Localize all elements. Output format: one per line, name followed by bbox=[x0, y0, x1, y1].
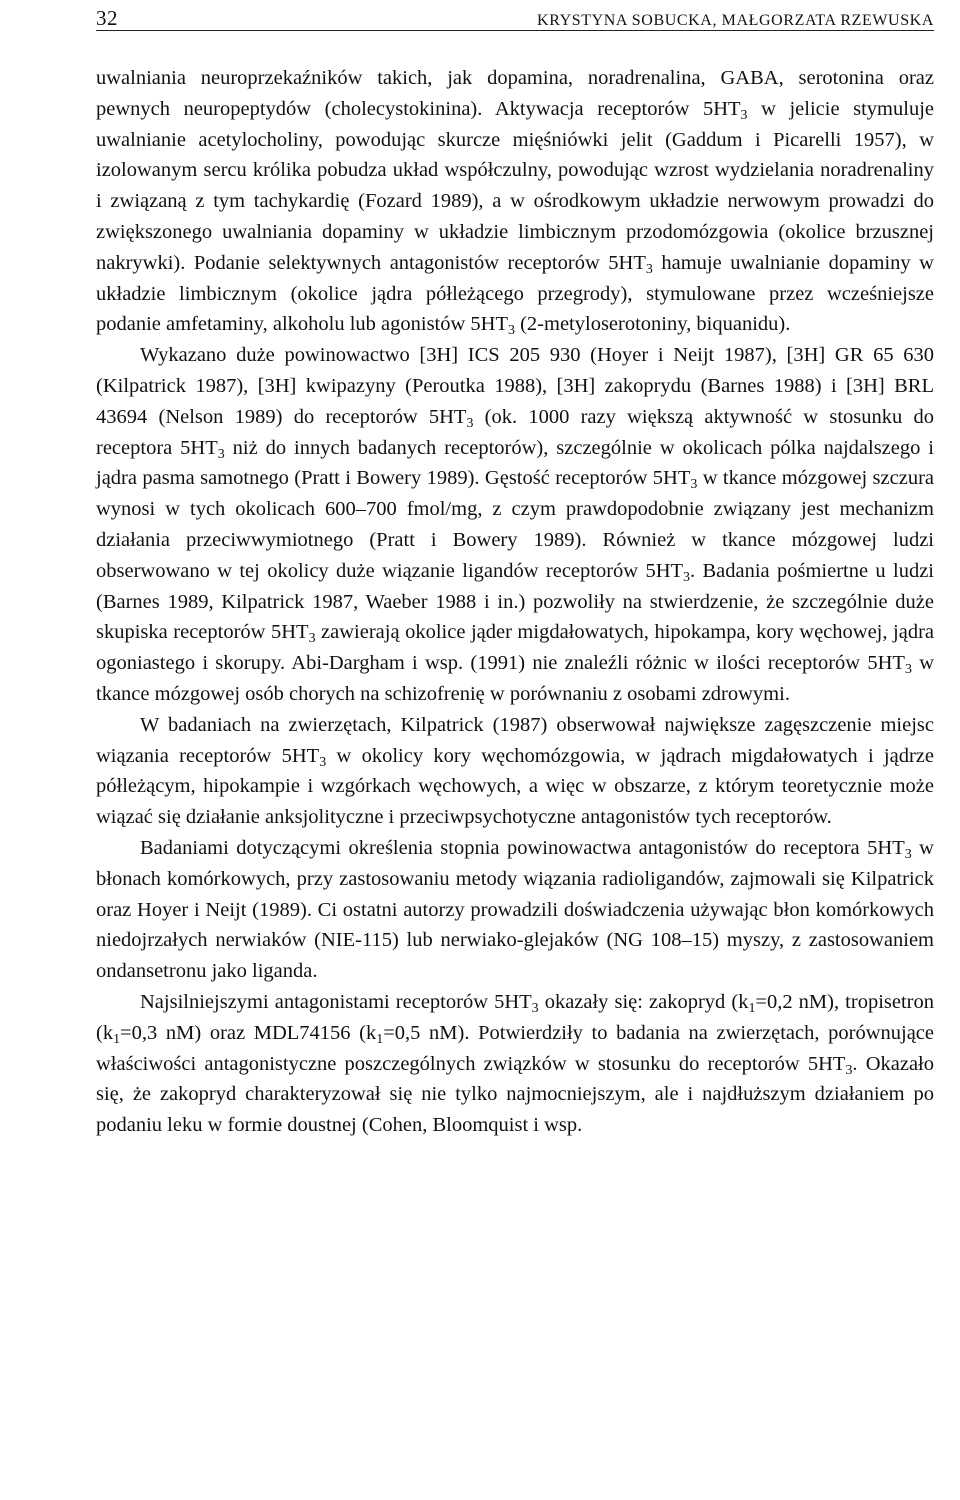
subscript: 3 bbox=[217, 446, 225, 462]
text-run: uwalniania neuroprzekaźników takich, jak dopamina, noradrenalina, GABA, serotonina oraz pewnych neuropeptydów (cholecystokinina). Aktywacja receptorów 5HT bbox=[96, 67, 934, 120]
subscript: 3 bbox=[308, 631, 316, 647]
text-run: (ok. 1000 razy większą aktywność w stosunku do receptora 5HT bbox=[96, 405, 934, 459]
text-run: zawierają okolice jąder migdałowatych, hipokampa, kory węchowej, jądra ogoniastego i skorupy. Abi-Dargham i wsp. (1991) nie znaleźli różnic w ilości receptorów 5HT bbox=[96, 621, 934, 675]
subscript: 3 bbox=[319, 754, 327, 770]
subscript: 3 bbox=[690, 477, 698, 493]
text-run: w okolicy kory węchomózgowia, w jądrach migdałowatych i jądrze półleżącym, hipokampie i wzgórkach węchowych, a więc w obszarze, z którym teoretycznie może wiązać się działanie anksjolityczne i przeciwpsychotyczne antagonistów tych receptorów. bbox=[96, 744, 934, 829]
subscript: 3 bbox=[904, 662, 912, 678]
text-run: =0,2 nM), tropisetron (k bbox=[96, 990, 934, 1044]
text-run: Wykazano duże powinowactwo [3H] ICS 205 930 (Hoyer i Neijt 1987), [3H] GR 65 630 (Kilpatrick 1987), [3H] kwipazyny (Peroutka 1988), [3H] zakoprydu (Barnes 1988) i [3H] BRL 43694 (Nelson 1989) do receptorów 5HT bbox=[96, 344, 934, 428]
paragraph bbox=[96, 710, 934, 833]
text-run: w tkance mózgowej osób chorych na schizofrenię w porównaniu z osobami zdrowymi. bbox=[96, 652, 934, 705]
text-run: (2-metyloserotoniny, biquanidu). bbox=[514, 313, 791, 336]
running-head: KRYSTYNA SOBUCKA, MAŁGORZATA RZEWUSKA bbox=[537, 12, 934, 29]
subscript: 1 bbox=[376, 1031, 384, 1047]
subscript: 3 bbox=[904, 847, 912, 863]
paragraph bbox=[96, 340, 934, 710]
body-text bbox=[96, 63, 934, 1141]
subscript: 3 bbox=[845, 1062, 853, 1078]
text-run: hamuje uwalnianie dopaminy w układzie limbicznym (okolice jądra półleżącego przegrody), stymulowane przez wcześniejsze podanie amfetaminy, alkoholu lub agonistów 5HT bbox=[96, 251, 934, 336]
text-run: okazały się: zakopryd (k bbox=[538, 990, 749, 1013]
text-run: w tkance mózgowej szczura wynosi w tych okolicach 600–700 fmol/mg, z czym prawdopodobnie związany jest mechanizm działania przeciwwymiotnego (Pratt i Bowery 1989). Również w tkance mózgowej ludzi obserwowano w tej okolicy duże wiązanie ligandów receptorów 5HT bbox=[96, 467, 935, 582]
document-page bbox=[96, 0, 934, 1141]
subscript: 3 bbox=[466, 415, 474, 431]
text-run: =0,3 nM) oraz MDL74156 (k bbox=[120, 1021, 377, 1044]
text-run: . Badania pośmiertne u ludzi (Barnes 1989, Kilpatrick 1987, Waeber 1988 i in.) pozwoliły na stwierdzenie, że szczególnie duże skupiska receptorów 5HT bbox=[96, 559, 934, 644]
text-run: w błonach komórkowych, przy zastosowaniu metody wiązania radioligandów, zajmowali się Kilpatrick oraz Hoyer i Neijt (1989). Ci ostatni autorzy prowadzili doświadczenia używając błon komórkowych niedojrzałych nerwiaków (NIE-115) lub nerwiako-glejaków (NG 108–15) myszy, z zastosowaniem ondansetronu jako liganda. bbox=[96, 836, 934, 983]
text-run: Badaniami dotyczącymi określenia stopnia powinowactwa antagonistów do receptora 5HT bbox=[140, 836, 905, 859]
subscript: 3 bbox=[508, 323, 515, 339]
text-run: . Okazało się, że zakopryd charakteryzował się nie tylko najmocniejszym, ale i najdłuższym działaniem po podaniu leku w formie doustnej (Cohen, Bloomquist i wsp. bbox=[96, 1052, 934, 1137]
subscript: 3 bbox=[740, 107, 748, 123]
paragraph bbox=[96, 987, 934, 1141]
subscript: 3 bbox=[531, 1001, 539, 1017]
text-run: niż do innych badanych receptorów), szczególnie w okolicach pólka najdalszego i jądra pasma samotnego (Pratt i Bowery 1989). Gęstość receptorów 5HT bbox=[96, 436, 934, 490]
subscript: 3 bbox=[683, 569, 690, 585]
text-run: Najsilniejszymi antagonistami receptorów 5HT bbox=[140, 990, 532, 1013]
subscript: 3 bbox=[645, 261, 653, 277]
text-run: w jelicie stymuluje uwalnianie acetylocholiny, powodując skurcze mięśniówki jelit (Gaddum i Picarelli 1957), w izolowanym sercu królika pobudza układ współczulny, powodując wzrost wydzielania noradrenaliny i związaną z tym tachykardię (Fozard 1989), a w ośrodkowym układzie nerwowym prowadzi do zwiększonego uwalniania dopaminy w układzie limbicznym przodomózgowia (okolice brzusznej nakrywki). Podanie selektywnych antagonistów receptorów 5HT bbox=[96, 97, 934, 274]
subscript: 1 bbox=[748, 1001, 756, 1017]
subscript: 1 bbox=[113, 1031, 121, 1047]
paragraph bbox=[96, 833, 934, 987]
text-run: =0,5 nM). Potwierdziły to badania na zwierzętach, porównujące właściwości antagonistyczne poszczególnych związków w stosunku do receptorów 5HT bbox=[96, 1021, 934, 1075]
paragraph bbox=[96, 63, 934, 340]
page-header bbox=[96, 0, 934, 31]
page-number: 32 bbox=[96, 6, 118, 30]
text-run: W badaniach na zwierzętach, Kilpatrick (1987) obserwował największe zagęszczenie miejsc wiązania receptorów 5HT bbox=[96, 713, 934, 767]
